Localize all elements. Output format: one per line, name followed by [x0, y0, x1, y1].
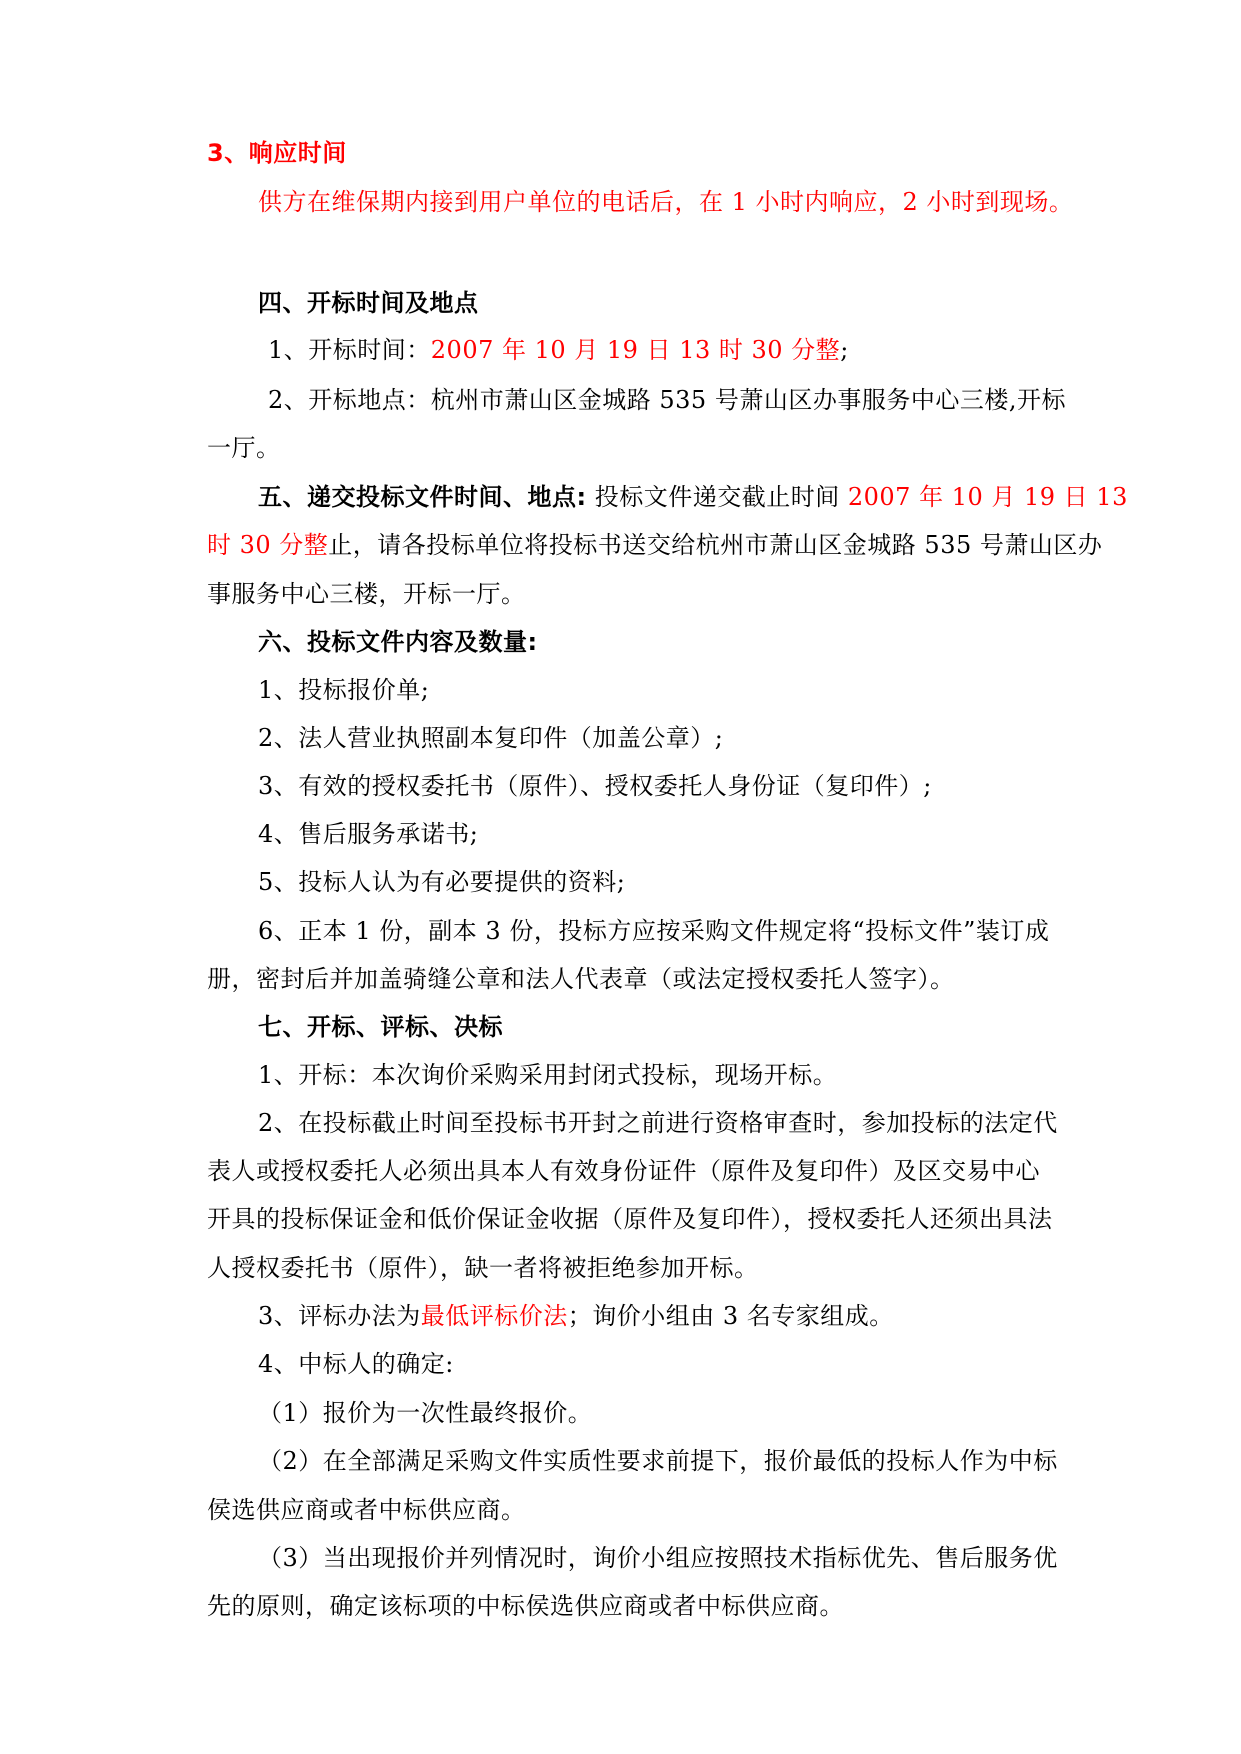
section-5-body: 止，请各投标单位将投标书送交给杭州市萧山区金城路 535 号萧山区办	[328, 531, 1103, 559]
opening-time-value: 2007 年 10 月 19 日 13 时 30 分整	[430, 336, 841, 364]
section-7-sub-2-line: （2）在全部满足采购文件实质性要求前提下，报价最低的投标人作为中标	[258, 1447, 1058, 1475]
section-4-item-2-line-2: 一厅。	[207, 434, 281, 462]
evaluation-method-rest: ；询价小组由 3 名专家组成。	[567, 1302, 894, 1330]
section-5-deadline-value: 2007 年 10 月 19 日 13	[847, 483, 1128, 511]
section-5-deadline-label: 投标文件递交截止时间	[586, 483, 848, 511]
section-7-paragraph-4: 4、中标人的确定:	[258, 1350, 454, 1378]
section-5-line-1	[258, 481, 1128, 513]
section-5-line-2	[207, 529, 1102, 561]
section-7-title: 七、开标、评标、决标	[258, 1013, 503, 1041]
section-5-deadline-value-end: 时 30 分整	[207, 531, 329, 559]
section-6-item: 4、售后服务承诺书;	[258, 820, 479, 848]
section-5-title: 五、递交投标文件时间、地点:	[258, 483, 587, 511]
section-4-title: 四、开标时间及地点	[258, 289, 479, 317]
section-7-sub-2-line: 侯选供应商或者中标供应商。	[207, 1496, 526, 1524]
section-7-paragraph-2-line: 2、在投标截止时间至投标书开封之前进行资格审查时，参加投标的法定代	[258, 1109, 1058, 1137]
section-7-paragraph-2-line: 开具的投标保证金和低价保证金收据（原件及复印件），授权委托人还须出具法	[207, 1205, 1053, 1233]
section-6-item: 3、有效的授权委托书（原件）、授权委托人身份证（复印件）;	[258, 772, 932, 800]
evaluation-method-label: 3、评标办法为	[258, 1302, 421, 1330]
section-7-paragraph-3	[258, 1300, 894, 1332]
section-4-item-2-line-1: 2、开标地点：杭州市萧山区金城路 535 号萧山区办事服务中心三楼,开标	[268, 386, 1066, 414]
section-6-item: 2、法人营业执照副本复印件（加盖公章）;	[258, 724, 724, 752]
section-7-sub-3-line: 先的原则，确定该标项的中标侯选供应商或者中标供应商。	[207, 1592, 844, 1620]
section-6-item: 5、投标人认为有必要提供的资料;	[258, 868, 626, 896]
opening-time-label: 1、开标时间：	[268, 336, 431, 364]
section-7-sub-1: （1）报价为一次性最终报价。	[258, 1399, 593, 1427]
section-5-line-3: 事服务中心三楼，开标一厅。	[207, 580, 526, 608]
section-7-paragraph-2-line: 人授权委托书（原件），缺一者将被拒绝参加开标。	[207, 1254, 759, 1282]
section-7-paragraph-1: 1、开标：本次询价采购采用封闭式投标，现场开标。	[258, 1061, 838, 1089]
section-7-paragraph-2-line: 表人或授权委托人必须出具本人有效身份证件（原件及复印件）及区交易中心	[207, 1157, 1040, 1185]
section-6-item: 册，密封后并加盖骑缝公章和法人代表章（或法定授权委托人签字）。	[207, 965, 955, 993]
section-6-item: 6、正本 1 份，副本 3 份，投标方应按采购文件规定将“投标文件”装订成	[258, 917, 1050, 945]
section-3-body: 供方在维保期内接到用户单位的电话后，在 1 小时内响应，2 小时到现场。	[258, 188, 1074, 216]
evaluation-method-value: 最低评标价法	[420, 1302, 568, 1330]
section-4-item-1	[268, 334, 849, 366]
section-6-item: 1、投标报价单;	[258, 676, 430, 704]
section-7-sub-3-line: （3）当出现报价并列情况时，询价小组应按照技术指标优先、售后服务优	[258, 1544, 1058, 1572]
section-3-title: 3、响应时间	[207, 139, 347, 167]
section-6-title: 六、投标文件内容及数量:	[258, 628, 538, 656]
opening-time-end: ;	[840, 336, 849, 364]
